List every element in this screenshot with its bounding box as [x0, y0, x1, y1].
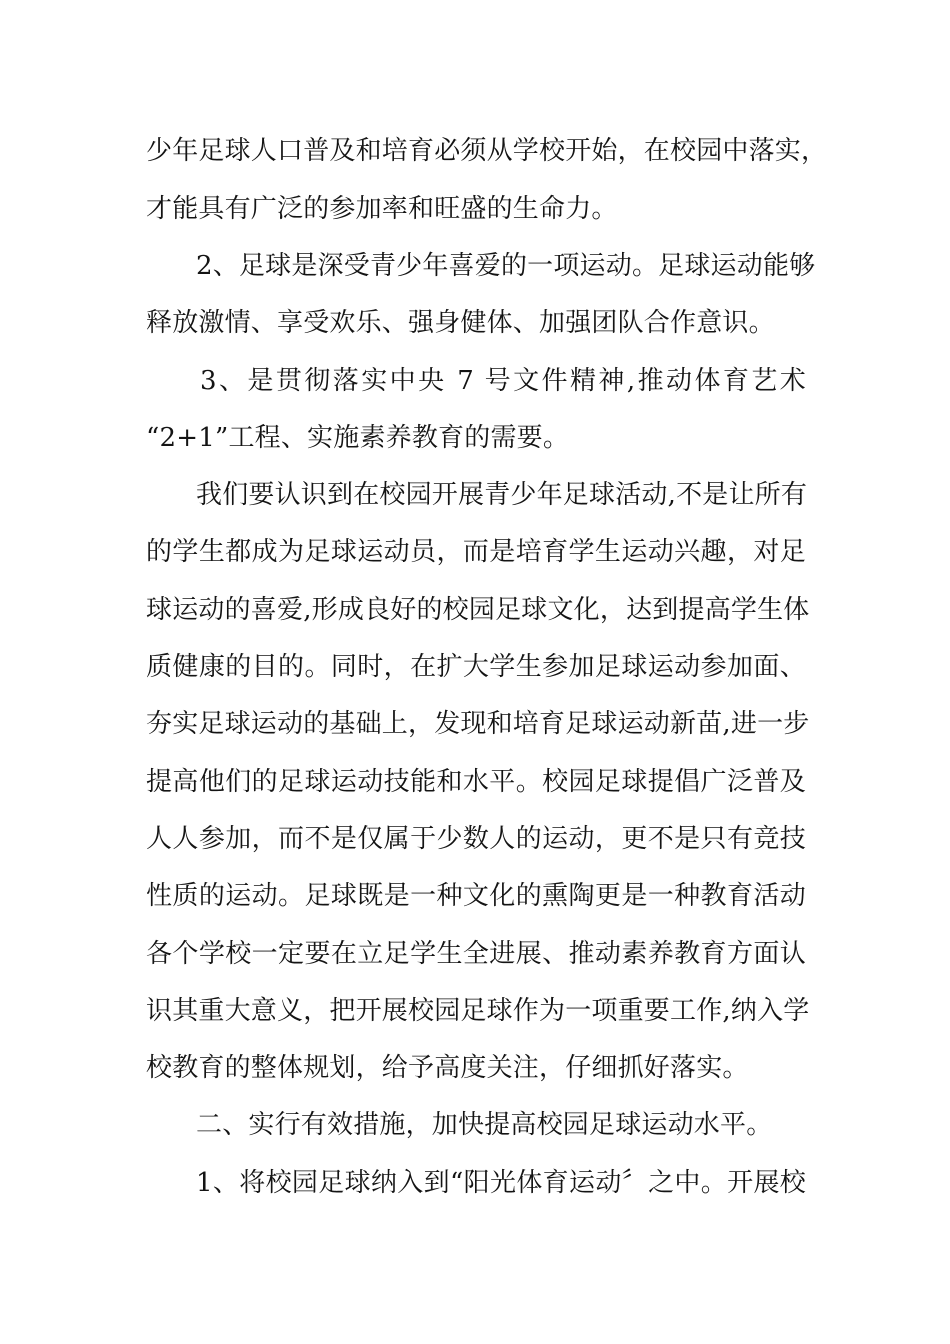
text-line-15: 各个学校一定要在立足学生全进展、推动素养教育方面认: [146, 939, 806, 969]
text-line-5: 3、是贯彻落实中央 7 号文件精神,推动体育艺术: [200, 366, 806, 396]
text-line-16: 识其重大意义，把开展校园足球作为一项重要工作,纳入学: [146, 996, 810, 1026]
text-line-14: 性质的运动。足球既是一种文化的熏陶更是一种教育活动: [146, 881, 806, 911]
text-line-19: 1、将校园足球纳入到“阳光体育运动〞之中。开展校: [196, 1168, 806, 1198]
text-line-1: 少年足球人口普及和培育必须从学校开始，在校园中落实，: [146, 136, 828, 166]
text-line-4: 释放激情、享受欢乐、强身健体、加强团队合作意识。: [146, 308, 775, 338]
text-line-10: 质健康的目的。同时，在扩大学生参加足球运动参加面、: [146, 652, 806, 682]
text-line-3: 2、足球是深受青少年喜爱的一项运动。足球运动能够: [196, 251, 816, 281]
text-line-12: 提高他们的足球运动技能和水平。校园足球提倡广泛普及: [146, 767, 806, 797]
text-line-9: 球运动的喜爱,形成良好的校园足球文化，达到提高学生体: [146, 595, 810, 625]
text-line-13: 人人参加，而不是仅属于少数人的运动，更不是只有竞技: [146, 824, 806, 854]
section-heading: 二、实行有效措施，加快提高校园足球运动水平。: [196, 1110, 773, 1140]
text-line-6: “2+1”工程、实施素养教育的需要。: [146, 423, 570, 453]
text-line-8: 的学生都成为足球运动员，而是培育学生运动兴趣，对足: [146, 537, 806, 567]
text-line-7: 我们要认识到在校园开展青少年足球活动,不是让所有: [196, 480, 808, 510]
text-line-2: 才能具有广泛的参加率和旺盛的生命力。: [146, 194, 618, 224]
text-line-11: 夯实足球运动的基础上，发现和培育足球运动新苗,进一步: [146, 709, 810, 739]
text-line-17: 校教育的整体规划，给予高度关注，仔细抓好落实。: [146, 1053, 749, 1083]
